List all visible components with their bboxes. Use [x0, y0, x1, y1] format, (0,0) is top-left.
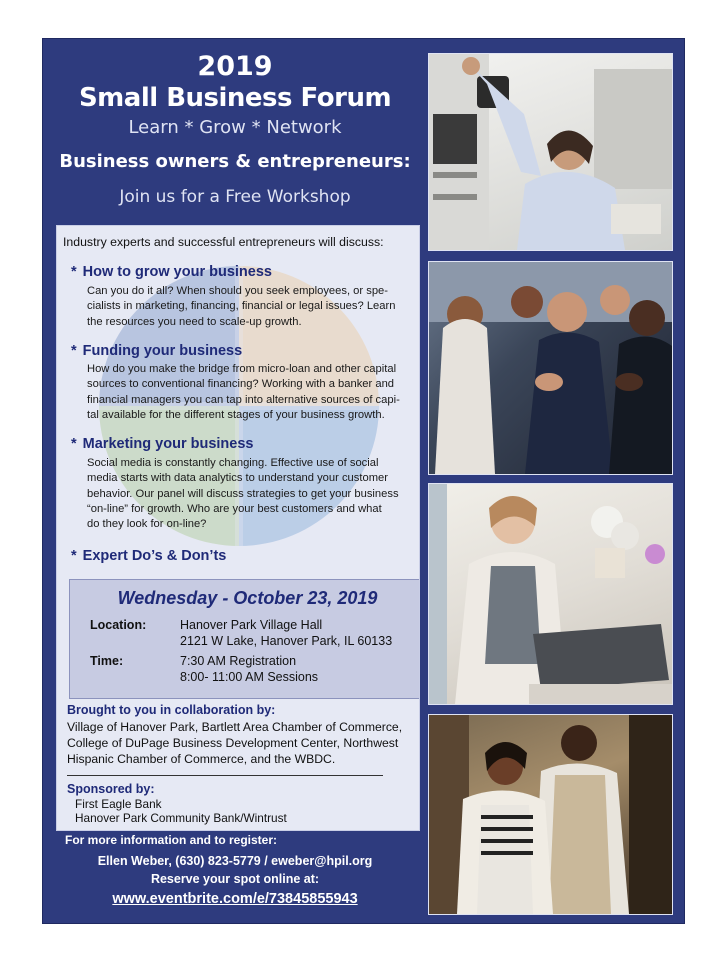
- location-value: [180, 617, 392, 649]
- more-info-text: For more information and to register:: [65, 833, 278, 847]
- details-panel: [56, 225, 420, 831]
- collab-line: Hispanic Chamber of Commerce, and the WBDC.: [67, 752, 336, 766]
- photo-two-entrepreneurs-aprons: [428, 714, 673, 915]
- event-date: Wednesday - October 23, 2019: [117, 588, 378, 608]
- time-line: 7:30 AM Registration: [180, 654, 297, 668]
- topic-marketing: [71, 436, 253, 452]
- topic-grow: [71, 264, 272, 280]
- reserve-text: Reserve your spot online at:: [150, 872, 320, 886]
- star-icon: *: [71, 264, 77, 280]
- desc-line: “on-line” for growth. Who are your best customers and what: [87, 502, 382, 515]
- sponsors-heading: Sponsored by:: [67, 782, 155, 796]
- topic-funding: [71, 343, 242, 359]
- topic-funding-desc: [87, 362, 409, 423]
- event-tagline: Learn * Grow * Network: [128, 117, 342, 138]
- collaboration-text: [67, 719, 417, 767]
- desc-line: media starts with data analytics to understand your customer: [87, 472, 388, 485]
- topic-title: Marketing your business: [82, 436, 254, 452]
- star-icon: *: [71, 436, 77, 452]
- desc-line: financial managers you can tap into alternative sources of capi-: [87, 393, 400, 406]
- desc-line: behavior. Our panel will discuss strategies to get your business: [87, 487, 399, 500]
- desc-line: sources to conventional financing? Working with a banker and: [87, 378, 395, 391]
- flyer: [42, 38, 685, 924]
- topic-title: Expert Do’s & Don’ts: [82, 548, 227, 564]
- star-icon: *: [71, 548, 77, 564]
- time-label: Time:: [90, 654, 124, 668]
- location-line: Hanover Park Village Hall: [180, 618, 323, 632]
- sponsor-name: Hanover Park Community Bank/Wintrust: [75, 811, 287, 825]
- location-label: Location:: [90, 618, 147, 632]
- event-details-box: [69, 579, 420, 699]
- location-line: 2121 W Lake, Hanover Park, IL 60133: [180, 634, 393, 648]
- intro-text: Industry experts and successful entrepreneurs will discuss:: [63, 235, 384, 249]
- desc-line: tal available for the different stages of your business growth.: [87, 408, 385, 421]
- divider: [67, 775, 383, 776]
- collaboration-heading: Brought to you in collaboration by:: [67, 703, 276, 717]
- photo-woman-with-laptop: [428, 483, 673, 705]
- topic-title: Funding your business: [82, 343, 243, 359]
- event-title: Small Business Forum: [78, 83, 392, 113]
- time-value: [180, 653, 318, 685]
- collab-line: College of DuPage Business Development Center, Northwest: [67, 736, 399, 750]
- audience-heading: Business owners & entrepreneurs:: [59, 151, 411, 172]
- desc-line: cialists in marketing, financing, financial or legal issues? Learn: [87, 300, 396, 313]
- desc-line: How do you make the bridge from micro-loan and other capital: [87, 363, 397, 375]
- time-line: 8:00- 11:00 AM Sessions: [180, 670, 319, 684]
- desc-line: the resources you need to scale-up growth.: [87, 315, 302, 328]
- topic-marketing-desc: [87, 456, 409, 532]
- desc-line: Social media is constantly changing. Effective use of social: [87, 457, 379, 469]
- topic-title: How to grow your business: [82, 264, 272, 280]
- sponsors-list: [75, 797, 287, 825]
- star-icon: *: [71, 343, 77, 359]
- invite-line: Join us for a Free Workshop: [119, 187, 351, 207]
- desc-line: do they look for on-line?: [87, 518, 207, 531]
- contact-text[interactable]: Ellen Weber, (630) 823-5779 / eweber@hpil.org: [97, 854, 373, 868]
- topic-dos-donts: [71, 548, 226, 564]
- event-year: 2019: [197, 51, 273, 82]
- registration-link[interactable]: www.eventbrite.com/e/73845855943: [112, 891, 358, 907]
- desc-line: Can you do it all? When should you seek employees, or spe-: [87, 285, 388, 297]
- collab-line: Village of Hanover Park, Bartlett Area Chamber of Commerce,: [67, 720, 403, 734]
- photo-excited-woman-at-desk: [428, 53, 673, 251]
- sponsor-name: First Eagle Bank: [75, 797, 162, 811]
- photo-audience-applauding: [428, 261, 673, 475]
- topic-grow-desc: [87, 284, 409, 330]
